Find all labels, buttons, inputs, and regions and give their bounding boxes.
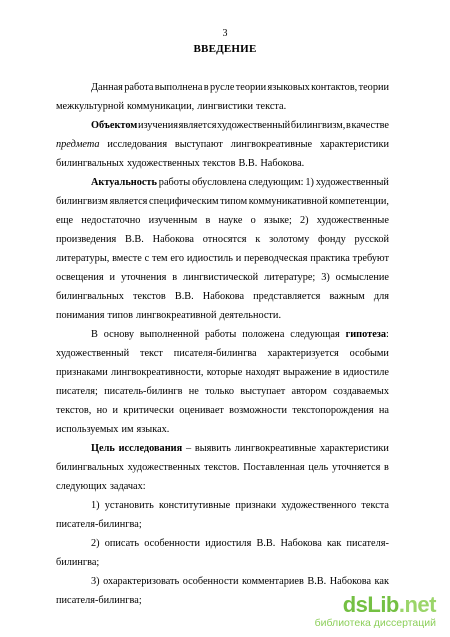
word: выполнена [154, 82, 203, 93]
word: типов [107, 310, 133, 321]
text-line [56, 382, 389, 401]
page-number: 3 [222, 28, 228, 39]
word: работа [124, 82, 154, 93]
word: лингвокреативности, [111, 367, 204, 378]
text-line [91, 534, 389, 553]
word: лингвокреативные [230, 139, 313, 150]
word: 3) [91, 576, 100, 587]
word: гипотеза: [345, 329, 389, 340]
word: 3) [321, 272, 330, 283]
word: писателя-билингва; [56, 519, 142, 530]
word: оценивает [179, 405, 224, 416]
word: коммуникации, [127, 101, 195, 112]
word: используемых [56, 424, 119, 435]
word: и [235, 253, 242, 264]
word: 2) [300, 215, 309, 226]
word: языковых [267, 82, 310, 93]
word: задачах: [109, 481, 146, 492]
word: особенности [144, 538, 201, 549]
word: выполненной [139, 329, 200, 340]
word: лингвистики [197, 101, 254, 112]
word: которые [206, 367, 243, 378]
text-line [56, 477, 389, 496]
word: писателя-билингва [173, 348, 257, 359]
word: и [112, 405, 119, 416]
word: с [144, 253, 150, 264]
text-line [56, 192, 389, 211]
word: следующим: [248, 177, 304, 188]
word: Поставленная [243, 462, 305, 473]
word: текстов [202, 158, 236, 169]
word: в [346, 120, 351, 131]
word: требуют [352, 253, 389, 264]
text-line [56, 249, 389, 268]
word: писатель-билингв [104, 386, 183, 397]
word: конститутивные [159, 500, 231, 511]
word: исследования [118, 443, 183, 454]
word: еще [56, 215, 74, 226]
word: только [205, 386, 234, 397]
word: художественного [281, 500, 357, 511]
word: как [374, 576, 389, 587]
word: Данная [91, 82, 123, 93]
word: идиостиля [205, 538, 252, 549]
word: признаками [56, 367, 108, 378]
word: писателя; [56, 386, 98, 397]
word: уточняется [331, 462, 381, 473]
word: Набокова [202, 291, 245, 302]
word: межкультурной [56, 101, 125, 112]
word: следующих [56, 481, 107, 492]
word: компетенции, [329, 196, 389, 207]
word: билингва; [56, 557, 100, 568]
word: произведения [56, 234, 117, 245]
word: лингвокреативной [135, 310, 217, 321]
text-line [56, 135, 389, 154]
word: понимания [56, 310, 105, 321]
text-line [56, 97, 389, 116]
word: В.В. [307, 576, 327, 587]
word: основу [103, 329, 135, 340]
word: художественный [56, 348, 130, 359]
word: Актуальность [91, 177, 157, 188]
word: практика [310, 253, 350, 264]
word: В.В. [256, 538, 276, 549]
word: выступает [240, 386, 286, 397]
text-line [91, 78, 389, 97]
text-line [56, 306, 389, 325]
word: в [384, 462, 389, 473]
word: В.В. [238, 158, 258, 169]
word: Цель [91, 443, 115, 454]
word: создаваемых [333, 386, 389, 397]
word: текст [139, 348, 163, 359]
body-text [56, 78, 389, 610]
word: Объектом [91, 120, 138, 131]
word: в [203, 82, 209, 93]
word: как [326, 538, 342, 549]
word: к [255, 234, 261, 245]
word: коммуникативной [248, 196, 328, 207]
word: осмысление [335, 272, 389, 283]
text-line [56, 268, 389, 287]
word: контактов, [311, 82, 358, 93]
word: Набокова [280, 538, 322, 549]
text-line [56, 154, 389, 173]
word: текстопорождения [292, 405, 374, 416]
word: русле [209, 82, 235, 93]
word: и [109, 272, 116, 283]
word: художественных [127, 462, 201, 473]
word: билингвальных [56, 291, 124, 302]
word: русской [354, 234, 389, 245]
text-line [91, 116, 389, 135]
word: переводческая [244, 253, 308, 264]
word: тем [151, 253, 168, 264]
word: текста. [256, 101, 287, 112]
word: текстов [133, 291, 166, 302]
word: следующая [290, 329, 340, 340]
word: относятся [202, 234, 247, 245]
text-line [56, 230, 389, 249]
word: находят [245, 367, 280, 378]
word: предмета [56, 139, 100, 150]
word: работы [204, 329, 237, 340]
word: писателя- [346, 538, 389, 549]
text-line [56, 363, 389, 382]
word: выражение [283, 367, 332, 378]
word: о [250, 215, 256, 226]
word: теории [235, 82, 267, 93]
text-line [91, 496, 389, 515]
word: билингвальных [56, 462, 124, 473]
text-line [56, 287, 389, 306]
word: является [178, 120, 217, 131]
word: 2) [91, 538, 100, 549]
word: Набокова. [260, 158, 305, 169]
word: языке; [263, 215, 292, 226]
text-line [91, 325, 389, 344]
word: важным [329, 291, 365, 302]
watermark [315, 593, 436, 629]
word: науке [218, 215, 243, 226]
watermark-subtitle: библиотека диссертаций [314, 617, 436, 629]
word: художественный [217, 120, 291, 131]
word: им [121, 424, 134, 435]
word: Набокова [152, 234, 194, 245]
word: недостаточно [81, 215, 141, 226]
word: положена [242, 329, 285, 340]
word: изучения [137, 120, 178, 131]
word: золотому [269, 234, 310, 245]
text-line [91, 572, 389, 591]
word: изученным [148, 215, 198, 226]
word: 1) [305, 177, 314, 188]
word: исследования [107, 139, 168, 150]
word: В.В. [124, 234, 144, 245]
word: билингвизм, [290, 120, 346, 131]
word: охарактеризовать [103, 576, 180, 587]
word: идиостиле [343, 367, 389, 378]
word: автором [291, 386, 327, 397]
word: идиостиль [186, 253, 233, 264]
text-line [91, 439, 389, 458]
word: литературе; [264, 272, 316, 283]
word: вместе [112, 253, 142, 264]
word: в [334, 367, 340, 378]
watermark-logo-main: dsLib [342, 592, 399, 617]
word: фонду [318, 234, 346, 245]
text-line [56, 420, 389, 439]
word: его [170, 253, 185, 264]
word: возможности [229, 405, 288, 416]
word: особыми [349, 348, 389, 359]
word: языках. [136, 424, 170, 435]
word: деятельности. [219, 310, 282, 321]
word: лингвистической [183, 272, 259, 283]
word: на [378, 405, 389, 416]
word: 1) [91, 500, 100, 511]
text-line [56, 515, 389, 534]
word: билингвальных [56, 158, 124, 169]
word: выступают [174, 139, 223, 150]
word: обусловлена [192, 177, 247, 188]
word: Набокова [329, 576, 372, 587]
word: – [185, 443, 192, 454]
word: В [91, 329, 98, 340]
word: комментариев [242, 576, 304, 587]
word: в [205, 215, 211, 226]
word: не [188, 386, 199, 397]
word: В.В. [174, 291, 194, 302]
word: теории [358, 82, 389, 93]
word: типом [220, 196, 248, 207]
word: текста [361, 500, 389, 511]
word: в [172, 272, 178, 283]
watermark-logo [315, 593, 436, 617]
word: особенности [182, 576, 239, 587]
word: литературы, [56, 253, 110, 264]
word: но [96, 405, 108, 416]
text-line [56, 211, 389, 230]
text-line [56, 401, 389, 420]
word: текстов, [56, 405, 92, 416]
word: специфическим [149, 196, 219, 207]
word: цель [308, 462, 329, 473]
section-heading: ВВЕДЕНИЕ [193, 43, 257, 55]
text-line [56, 458, 389, 477]
word: текстов. [204, 462, 240, 473]
word: критически [123, 405, 175, 416]
word: билингвизм [56, 196, 108, 207]
word: является [109, 196, 148, 207]
word: для [373, 291, 389, 302]
word: писателя-билингва; [56, 595, 142, 606]
text-line [91, 173, 389, 192]
word: художественный [315, 177, 389, 188]
word: лингвокреативные [234, 443, 317, 454]
word: признаки [235, 500, 277, 511]
word: художественные [316, 215, 389, 226]
word: характеристики [319, 443, 389, 454]
word: характеристики [319, 139, 389, 150]
word: описать [104, 538, 140, 549]
watermark-logo-tld: .net [398, 592, 436, 617]
word: качестве [351, 120, 389, 131]
word: художественных [126, 158, 200, 169]
word: уточнения [120, 272, 167, 283]
text-line [56, 553, 389, 572]
word: установить [104, 500, 154, 511]
text-line [56, 344, 389, 363]
word: представляется [253, 291, 321, 302]
word: выявить [194, 443, 231, 454]
word: освещения [56, 272, 104, 283]
word: работы [158, 177, 191, 188]
word: характеризуется [267, 348, 339, 359]
